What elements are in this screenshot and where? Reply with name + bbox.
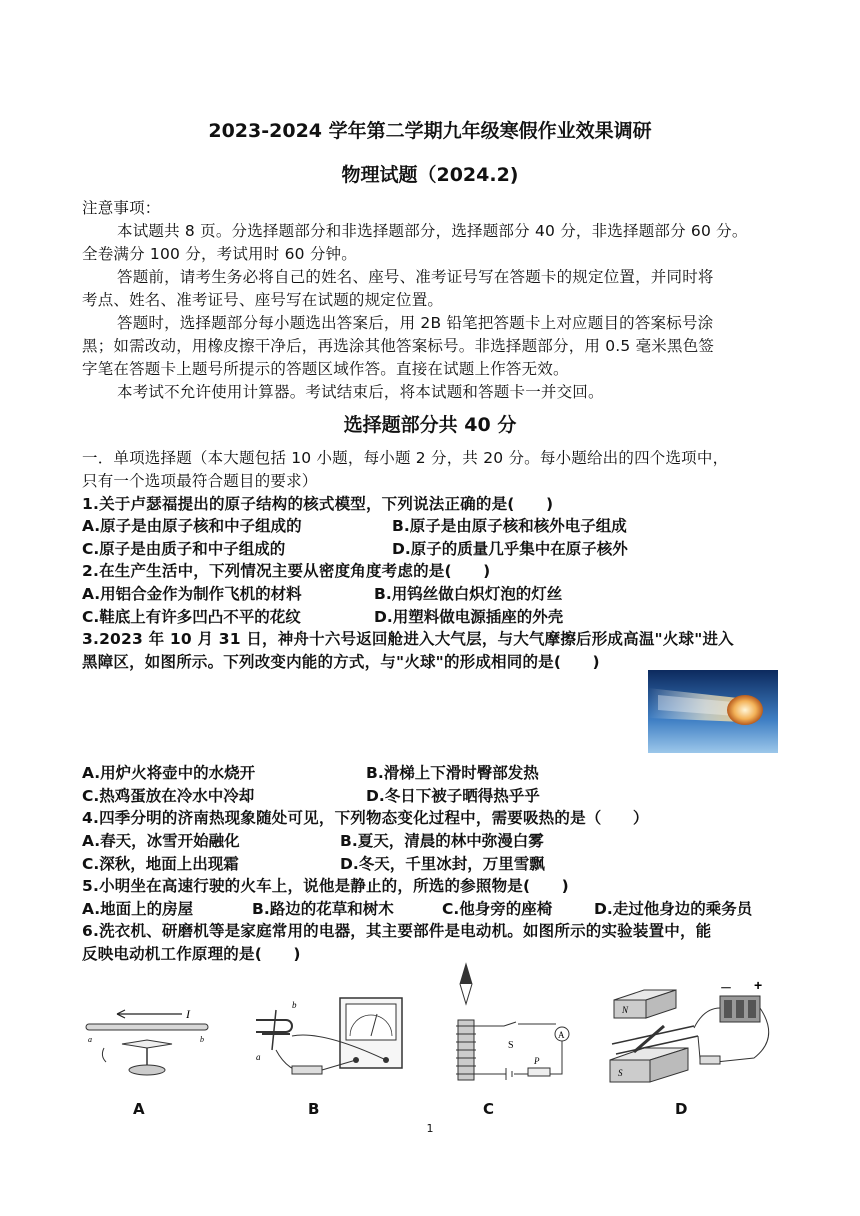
notice-p2b: 考点、姓名、准考证号、座号写在试题的规定位置。 [82,291,444,309]
q4-stem: 4.四季分明的济南热现象随处可见，下列物态变化过程中，需要吸热的是（ ） [82,809,649,827]
notice-p1b: 全卷满分 100 分，考试用时 60 分钟。 [82,245,357,263]
q4-option-c: C.深秋，地面上出现霜 [82,855,239,873]
q4-option-a: A.春天，冰雪开始融化 [82,832,240,850]
q2-option-a: A.用铝合金作为制作飞机的材料 [82,585,302,603]
svg-text:b: b [292,1000,297,1010]
q6-stem-a: 6.洗衣机、研磨机等是家庭常用的电器，其主要部件是电动机。如图所示的实验装置中，能 [82,922,712,940]
notice-heading: 注意事项： [82,199,161,217]
q1-option-b: B.原子是由原子核和核外电子组成 [392,517,627,535]
q1-option-d: D.原子的质量几乎集中在原子核外 [392,540,628,558]
q1-option-c: C.原子是由质子和中子组成的 [82,540,286,558]
page-number: 1 [426,1122,434,1135]
q3-stem-b: 黑障区，如图所示。下列改变内能的方式，与"火球"的形成相同的是( ) [82,653,600,671]
q1-option-a: A.原子是由原子核和中子组成的 [82,517,302,535]
notice-p1a: 本试题共 8 页。分选择题部分和非选择题部分，选择题部分 40 分，非选择题部分 60 分。 [117,222,748,240]
q6-stem-b: 反映电动机工作原理的是( ) [82,945,301,963]
q2-option-d: D.用塑料做电源插座的外壳 [374,608,564,626]
q4-option-b: B.夏天，清晨的林中弥漫白雾 [340,832,544,850]
svg-text:P: P [534,1056,540,1066]
figure-b-galvanometer-diagram [252,990,412,1090]
q5-option-a: A.地面上的房屋 [82,900,194,918]
q3-option-c: C.热鸡蛋放在冷水中冷却 [82,787,255,805]
svg-text:S: S [508,1040,514,1051]
figure-d-motor-principle-diagram [604,978,784,1093]
notice-p3a: 答题时，选择题部分每小题选出答案后，用 2B 铅笔把答题卡上对应题目的答案标号涂 [117,314,714,332]
svg-text:a: a [256,1052,261,1062]
q4-option-d: D.冬天，千里冰封，万里雪飘 [340,855,545,873]
q5-option-c: C.他身旁的座椅 [442,900,553,918]
svg-text:N: N [622,1005,629,1015]
fireball-photo [648,670,778,753]
svg-text:+: + [754,978,763,993]
exam-subtitle: 物理试题（2024.2) [341,164,519,186]
q5-option-b: B.路边的花草和树木 [252,900,394,918]
q3-option-a: A.用炉火将壶中的水烧开 [82,764,256,782]
figure-label-a: A [133,1100,145,1118]
q2-stem: 2.在生产生活中，下列情况主要从密度角度考虑的是( ) [82,562,491,580]
svg-text:a: a [88,1035,92,1044]
exam-title: 2023-2024 学年第二学期九年级寒假作业效果调研 [208,120,652,142]
q3-stem-a: 3.2023 年 10 月 31 日，神舟十六号返回舱进入大气层，与大气摩擦后形成高温"火球"进入 [82,630,734,648]
section-title: 选择题部分共 40 分 [343,414,517,436]
current-label: I [186,1007,190,1021]
figure-label-d: D [675,1100,688,1118]
notice-p2a: 答题前，请考生务必将自己的姓名、座号、准考证号写在答题卡的规定位置，并同时将 [117,268,714,286]
q2-option-c: C.鞋底上有许多凹凸不平的花纹 [82,608,301,626]
svg-text:S: S [618,1068,623,1078]
svg-text:A: A [558,1030,565,1040]
figure-a-oersted-diagram [82,1000,212,1090]
section-intro-b: 只有一个选项最符合题目的要求） [82,472,318,490]
svg-text:－: － [720,981,733,995]
section-intro-a: 一．单项选择题（本大题包括 10 小题，每小题 2 分，共 20 分。每小题给出的四个选项中， [82,449,729,467]
q3-option-b: B.滑梯上下滑时臀部发热 [366,764,539,782]
figure-label-b: B [308,1100,320,1118]
figure-label-c: C [483,1100,495,1118]
notice-p3b: 黑；如需改动，用橡皮擦干净后，再选涂其他答案标号。非选择题部分，用 0.5 毫米黑色签 [82,337,715,355]
notice-p4: 本考试不允许使用计算器。考试结束后，将本试题和答题卡一并交回。 [117,383,604,401]
q5-stem: 5.小明坐在高速行驶的火车上，说他是静止的，所选的参照物是( ) [82,877,569,895]
notice-p3c: 字笔在答题卡上题号所提示的答题区域作答。直接在试题上作答无效。 [82,360,569,378]
figure-c-electromagnet-diagram [446,962,586,1092]
svg-text:b: b [200,1035,204,1044]
q3-option-d: D.冬日下被子晒得热乎乎 [366,787,540,805]
q1-stem: 1.关于卢瑟福提出的原子结构的核式模型，下列说法正确的是( ) [82,495,554,513]
q5-option-d: D.走过他身边的乘务员 [594,900,753,918]
q2-option-b: B.用钨丝做白炽灯泡的灯丝 [374,585,563,603]
